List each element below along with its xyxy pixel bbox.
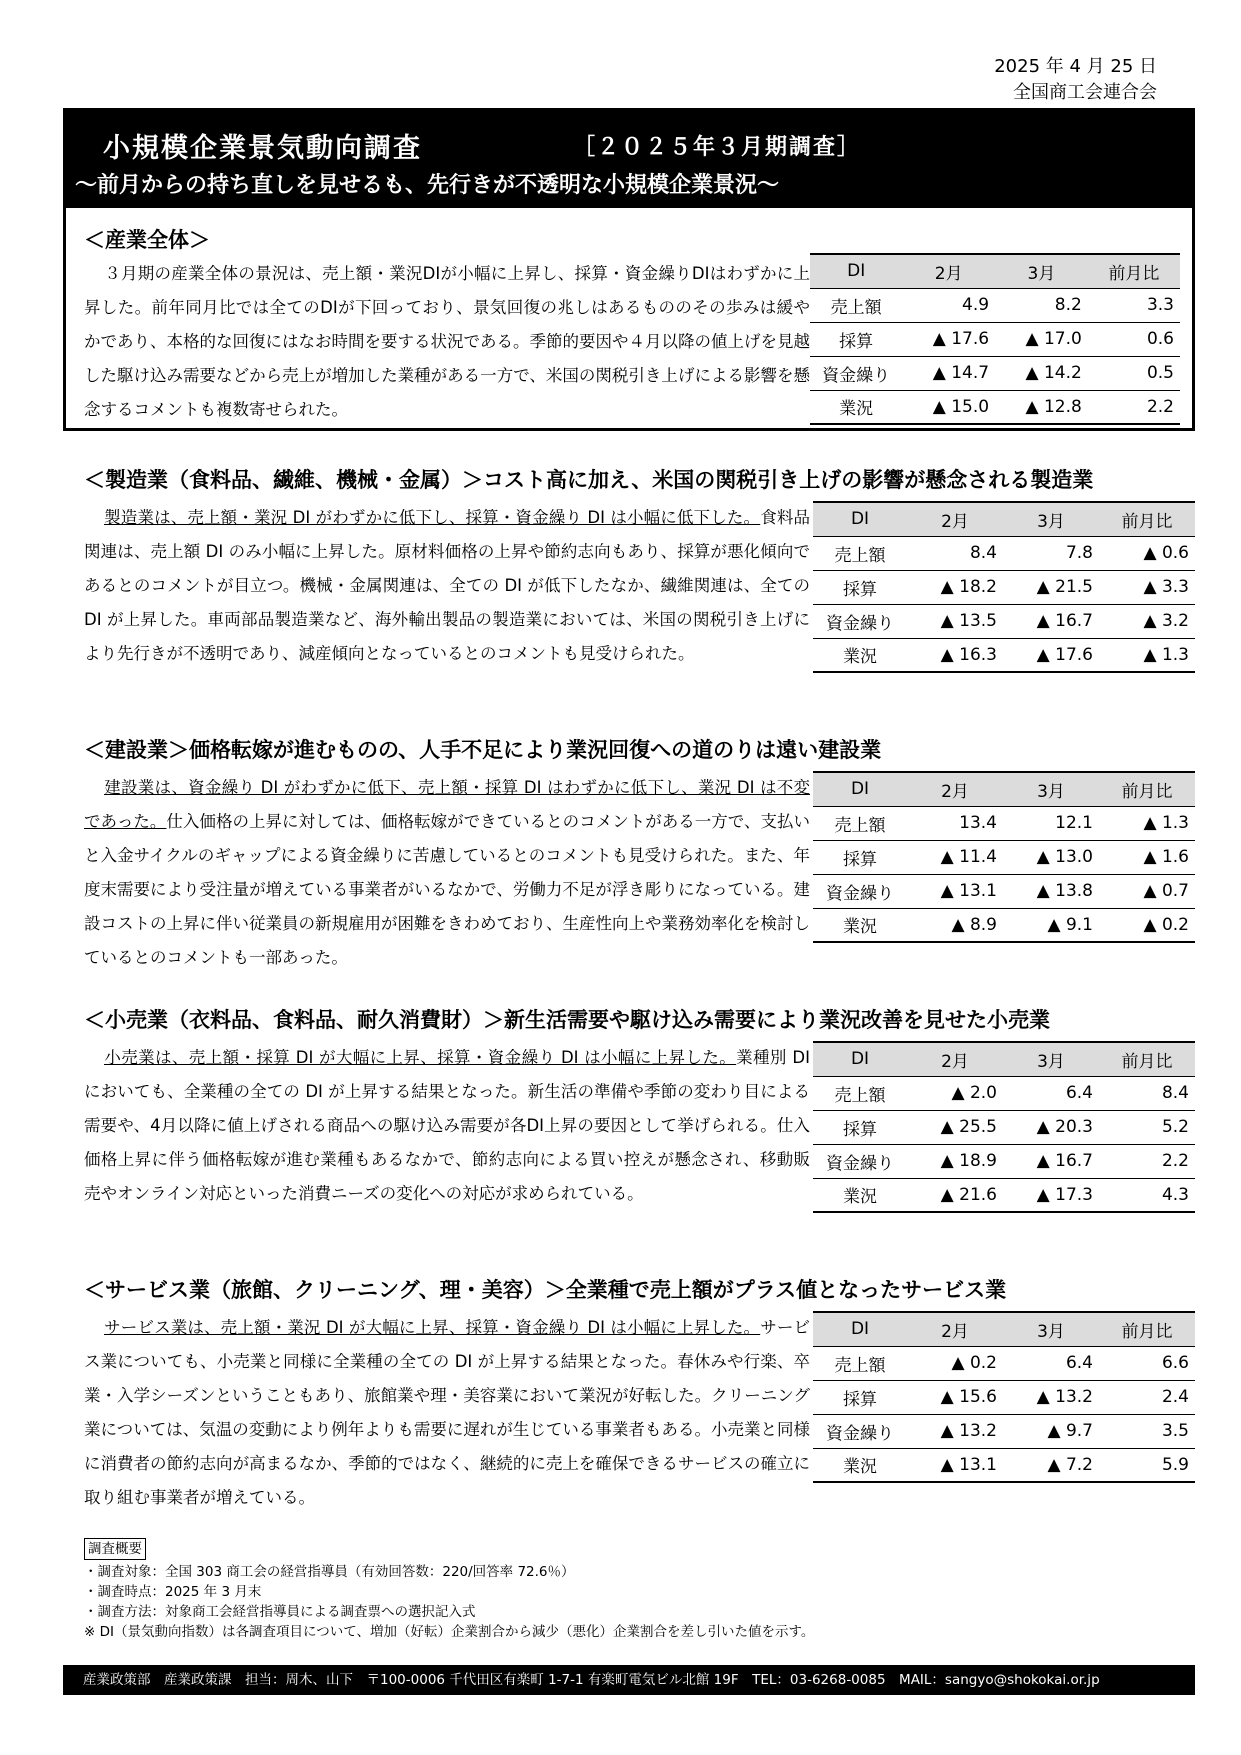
- section-body: [84, 771, 810, 975]
- table-cell: 2.2: [1099, 1144, 1195, 1178]
- section-body-text: 業種別 DI においても、全業種の全ての DI が上昇する結果となった。新生活の準備や季節の変わり目による需要や、4月以降に値上げされる商品への駆け込み需要が各DI上昇の要因として挙げられる。仕入価格上昇に伴う価格転嫁が進む業種もあるなかで、節約志向による買い控えが懸念され、移動販売やオンライン対応といった消費ニーズの変化への対応が求められている。: [84, 1048, 810, 1203]
- section-body: [84, 1311, 810, 1515]
- section-summary: 製造業は、売上額・業況 DI がわずかに低下し、採算・資金繰り DI は小幅に低下した。: [104, 508, 761, 527]
- table-cell: 2.4: [1099, 1380, 1195, 1414]
- table-cell: ▲ 14.2: [995, 356, 1088, 390]
- column-header: 前月比: [1099, 1312, 1195, 1346]
- row-label: 採算: [810, 322, 902, 356]
- table-cell: 6.6: [1099, 1346, 1195, 1380]
- table-cell: ▲ 17.3: [1003, 1178, 1099, 1212]
- table-cell: ▲ 16.3: [907, 638, 1003, 672]
- table-cell: ▲ 17.6: [902, 322, 995, 356]
- table-row: [810, 390, 1180, 424]
- table-row: [813, 1110, 1195, 1144]
- table-cell: ▲ 12.8: [995, 390, 1088, 424]
- table-cell: ▲ 8.9: [907, 908, 1003, 942]
- row-label: 採算: [813, 570, 907, 604]
- table-row: [813, 1380, 1195, 1414]
- column-header: 2月: [902, 254, 995, 288]
- column-header: 3月: [1003, 502, 1099, 536]
- section-body: [84, 501, 810, 671]
- table-row: [813, 874, 1195, 908]
- row-label: 採算: [813, 1380, 907, 1414]
- row-label: 資金繰り: [813, 1144, 907, 1178]
- table-header-row: [813, 1312, 1195, 1346]
- row-label: 業況: [813, 1448, 907, 1482]
- column-header: 3月: [1003, 1312, 1099, 1346]
- table-cell: 5.9: [1099, 1448, 1195, 1482]
- table-cell: ▲ 3.2: [1099, 604, 1195, 638]
- table-cell: ▲ 13.1: [907, 874, 1003, 908]
- table-row: [813, 1346, 1195, 1380]
- di-table: [813, 771, 1195, 943]
- table-cell: 4.9: [902, 288, 995, 322]
- table-cell: ▲ 13.5: [907, 604, 1003, 638]
- table-row: [813, 806, 1195, 840]
- section-services: [84, 1275, 1194, 1525]
- table-cell: ▲ 13.2: [907, 1414, 1003, 1448]
- table-header-row: [810, 254, 1180, 288]
- table-cell: ▲ 0.7: [1099, 874, 1195, 908]
- table-cell: 8.2: [995, 288, 1088, 322]
- table-cell: ▲ 13.8: [1003, 874, 1099, 908]
- row-label: 売上額: [813, 536, 907, 570]
- notes-line: ・調査時点：2025 年 3 月末: [84, 1584, 262, 1600]
- table-row: [813, 1144, 1195, 1178]
- table-cell: ▲ 13.2: [1003, 1380, 1099, 1414]
- table-row: [813, 1448, 1195, 1482]
- di-table: [813, 501, 1195, 673]
- column-header: 前月比: [1088, 254, 1180, 288]
- section-retail: [84, 1005, 1194, 1255]
- section-body-text: サービス業についても、小売業と同様に全業種の全ての DI が上昇する結果となった。春休みや行楽、卒業・入学シーズンということもあり、旅館業や理・美容業において業況が好転した。クリーニング業については、気温の変動により例年よりも需要に遅れが生じている事業者もある。小売業と同様に消費者の節約志向が高まるなか、季節的ではなく、継続的に売上を確保できるサービスの確立に取り組む事業者が増えている。: [84, 1318, 810, 1507]
- notes-title: 調査概要: [84, 1538, 146, 1560]
- table-cell: 3.3: [1088, 288, 1180, 322]
- column-header: DI: [813, 502, 907, 536]
- table-cell: ▲ 9.1: [1003, 908, 1099, 942]
- table-row: [813, 638, 1195, 672]
- column-header: 2月: [907, 1042, 1003, 1076]
- notes-line: ・調査方法：対象商工会経営指導員による調査票への選択記入式: [84, 1604, 476, 1620]
- row-label: 採算: [813, 840, 907, 874]
- table-cell: 6.4: [1003, 1346, 1099, 1380]
- organization-name: 全国商工会連合会: [1013, 82, 1157, 103]
- table-cell: ▲ 13.0: [1003, 840, 1099, 874]
- table-cell: ▲ 9.7: [1003, 1414, 1099, 1448]
- row-label: 資金繰り: [813, 874, 907, 908]
- table-cell: ▲ 18.9: [907, 1144, 1003, 1178]
- table-cell: ▲ 1.3: [1099, 806, 1195, 840]
- row-label: 売上額: [813, 806, 907, 840]
- table-cell: ▲ 2.0: [907, 1076, 1003, 1110]
- row-label: 資金繰り: [813, 604, 907, 638]
- column-header: 2月: [907, 772, 1003, 806]
- table-cell: ▲ 14.7: [902, 356, 995, 390]
- row-label: 業況: [813, 908, 907, 942]
- row-label: 採算: [813, 1110, 907, 1144]
- table-cell: ▲ 15.6: [907, 1380, 1003, 1414]
- table-cell: ▲ 3.3: [1099, 570, 1195, 604]
- notes-line: ・調査対象：全国 303 商工会の経営指導員（有効回答数：220/回答率 72.6％）: [84, 1564, 575, 1580]
- table-cell: ▲ 18.2: [907, 570, 1003, 604]
- table-cell: 13.4: [907, 806, 1003, 840]
- table-row: [813, 840, 1195, 874]
- row-label: 業況: [810, 390, 902, 424]
- di-table: [813, 1041, 1195, 1213]
- table-header-row: [813, 502, 1195, 536]
- column-header: 3月: [1003, 772, 1099, 806]
- table-cell: ▲ 17.0: [995, 322, 1088, 356]
- report-title: 小規模企業景気動向調査: [103, 133, 422, 164]
- table-cell: 3.5: [1099, 1414, 1195, 1448]
- table-cell: ▲ 15.0: [902, 390, 995, 424]
- table-cell: 12.1: [1003, 806, 1099, 840]
- row-label: 業況: [813, 638, 907, 672]
- section-body-text: ３月期の産業全体の景況は、売上額・業況DIが小幅に上昇し、採算・資金繰りDIはわずかに上昇した。前年同月比では全てのDIが下回っており、景気回復の兆しはあるもののその歩みは緩やかであり、本格的な回復にはなお時間を要する状況である。季節的要因や４月以降の値上げを見越した駆け込み需要などから売上が増加した業種がある一方で、米国の関税引き上げによる影響を懸念するコメントも複数寄せられた。: [84, 264, 810, 419]
- table-cell: ▲ 7.2: [1003, 1448, 1099, 1482]
- section-summary: サービス業は、売上額・業況 DI が大幅に上昇、採算・資金繰り DI は小幅に上昇した。: [104, 1318, 761, 1337]
- column-header: 2月: [907, 502, 1003, 536]
- table-cell: ▲ 13.1: [907, 1448, 1003, 1482]
- table-cell: 0.5: [1088, 356, 1180, 390]
- table-cell: ▲ 16.7: [1003, 1144, 1099, 1178]
- table-cell: ▲ 16.7: [1003, 604, 1099, 638]
- column-header: 3月: [995, 254, 1088, 288]
- table-header-row: [813, 1042, 1195, 1076]
- table-cell: ▲ 0.6: [1099, 536, 1195, 570]
- column-header: 2月: [907, 1312, 1003, 1346]
- survey-notes: [84, 1538, 814, 1642]
- table-row: [813, 536, 1195, 570]
- column-header: 前月比: [1099, 502, 1195, 536]
- table-cell: 4.3: [1099, 1178, 1195, 1212]
- table-cell: 5.2: [1099, 1110, 1195, 1144]
- table-row: [813, 908, 1195, 942]
- row-label: 資金繰り: [813, 1414, 907, 1448]
- column-header: DI: [813, 1312, 907, 1346]
- section-overall: [84, 225, 1194, 425]
- issue-date: 2025 年 4 月 25 日: [994, 56, 1157, 77]
- column-header: DI: [810, 254, 902, 288]
- column-header: 前月比: [1099, 1042, 1195, 1076]
- table-cell: ▲ 11.4: [907, 840, 1003, 874]
- section-body: [84, 257, 810, 427]
- row-label: 売上額: [810, 288, 902, 322]
- table-cell: ▲ 20.3: [1003, 1110, 1099, 1144]
- table-cell: 7.8: [1003, 536, 1099, 570]
- section-construction: [84, 735, 1194, 985]
- table-cell: ▲ 17.6: [1003, 638, 1099, 672]
- table-cell: ▲ 1.6: [1099, 840, 1195, 874]
- section-body: [84, 1041, 810, 1211]
- column-header: 前月比: [1099, 772, 1195, 806]
- table-row: [810, 322, 1180, 356]
- table-row: [813, 1414, 1195, 1448]
- section-heading: ＜製造業（食料品、繊維、機械・金属）＞コスト高に加え、米国の関税引き上げの影響が懸念される製造業: [84, 468, 1094, 492]
- table-cell: 6.4: [1003, 1076, 1099, 1110]
- table-row: [813, 1076, 1195, 1110]
- table-cell: 0.6: [1088, 322, 1180, 356]
- section-heading: ＜小売業（衣料品、食料品、耐久消費財）＞新生活需要や駆け込み需要により業況改善を見せた小売業: [84, 1008, 1050, 1032]
- table-cell: 2.2: [1088, 390, 1180, 424]
- section-summary: 建設業は、資金繰り DI がわずかに低下、売上額・採算 DI はわずかに低下し、業況 DI は不変であった。: [84, 778, 810, 831]
- column-header: DI: [813, 772, 907, 806]
- table-row: [813, 570, 1195, 604]
- row-label: 売上額: [813, 1346, 907, 1380]
- section-heading: ＜産業全体＞: [84, 228, 210, 252]
- date-block: [994, 54, 1157, 106]
- report-header: [63, 108, 1195, 208]
- di-table: [813, 1311, 1195, 1483]
- table-header-row: [813, 772, 1195, 806]
- table-cell: 8.4: [907, 536, 1003, 570]
- contact-footer: 産業政策部 産業政策課 担当：周木、山下 〒100-0006 千代田区有楽町 1-7-1 有楽町電気ビル北館 19F TEL：03-6268-0085 MAIL：sangyo@shokokai.or.jp: [63, 1665, 1195, 1695]
- table-cell: 8.4: [1099, 1076, 1195, 1110]
- section-body-text: 食料品関連は、売上額 DI のみ小幅に上昇した。原材料価格の上昇や節約志向もあり、採算が悪化傾向であるとのコメントが目立つ。機械・金属関連は、全ての DI が低下したなか、繊維関連は、全ての DI が上昇した。車両部品製造業など、海外輸出製品の製造業においては、米国の関税引き上げにより先行きが不透明であり、減産傾向となっているとのコメントも見受けられた。: [84, 508, 810, 663]
- notes-line: ※ DI（景気動向指数）は各調査項目について、増加（好転）企業割合から減少（悪化）企業割合を差し引いた値を示す。: [84, 1624, 815, 1640]
- table-row: [813, 604, 1195, 638]
- column-header: DI: [813, 1042, 907, 1076]
- report-period: ［２０２５年３月期調査］: [573, 135, 862, 160]
- table-row: [810, 288, 1180, 322]
- section-heading: ＜建設業＞価格転嫁が進むものの、人手不足により業況回復への道のりは遠い建設業: [84, 738, 882, 762]
- section-summary: 小売業は、売上額・採算 DI が大幅に上昇、採算・資金繰り DI は小幅に上昇した。: [104, 1048, 737, 1067]
- row-label: 資金繰り: [810, 356, 902, 390]
- section-manufacturing: [84, 465, 1194, 715]
- section-heading: ＜サービス業（旅館、クリーニング、理・美容）＞全業種で売上額がプラス値となったサービス業: [84, 1278, 1007, 1302]
- section-body-text: 仕入価格の上昇に対しては、価格転嫁ができているとのコメントがある一方で、支払いと入金サイクルのギャップによる資金繰りに苦慮しているとのコメントも見受けられた。また、年度末需要により受注量が増えている事業者がいるなかで、労働力不足が浮き彫りになっている。建設コストの上昇に伴い従業員の新規雇用が困難をきわめており、生産性向上や業務効率化を検討しているとのコメントも一部あった。: [84, 812, 811, 967]
- column-header: 3月: [1003, 1042, 1099, 1076]
- report-subtitle: ～前月からの持ち直しを見せるも、先行きが不透明な小規模企業景況～: [75, 173, 780, 198]
- table-cell: ▲ 21.5: [1003, 570, 1099, 604]
- row-label: 売上額: [813, 1076, 907, 1110]
- table-row: [813, 1178, 1195, 1212]
- table-cell: ▲ 1.3: [1099, 638, 1195, 672]
- table-cell: ▲ 0.2: [1099, 908, 1195, 942]
- table-cell: ▲ 0.2: [907, 1346, 1003, 1380]
- table-row: [810, 356, 1180, 390]
- row-label: 業況: [813, 1178, 907, 1212]
- table-cell: ▲ 21.6: [907, 1178, 1003, 1212]
- di-table: [810, 253, 1180, 425]
- table-cell: ▲ 25.5: [907, 1110, 1003, 1144]
